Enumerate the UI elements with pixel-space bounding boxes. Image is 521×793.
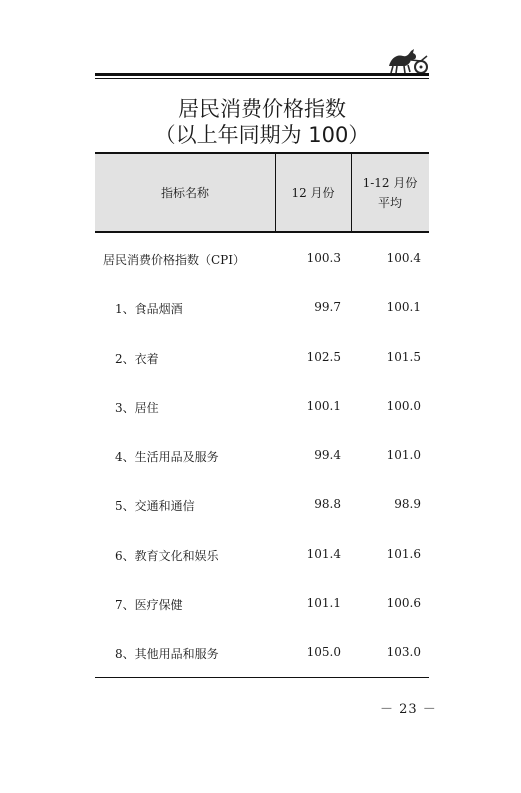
row-name: 3、居住 bbox=[115, 400, 159, 415]
row-average-value: 103.0 bbox=[386, 645, 421, 660]
row-name: 2、衣着 bbox=[115, 351, 159, 366]
row-december-value: 99.4 bbox=[314, 448, 341, 463]
header-rule bbox=[95, 73, 429, 76]
row-december-value: 102.5 bbox=[306, 349, 341, 364]
page-subtitle: （以上年同期为 100） bbox=[154, 123, 370, 147]
page-title: 居民消费价格指数 bbox=[178, 97, 346, 121]
header-december-label: 12 月份 bbox=[291, 185, 335, 200]
row-name: 5、交通和通信 bbox=[115, 499, 195, 514]
row-december-value: 101.1 bbox=[306, 596, 341, 611]
table-row bbox=[95, 233, 429, 282]
row-average-value: 100.6 bbox=[386, 596, 421, 611]
row-name: 4、生活用品及服务 bbox=[115, 450, 219, 465]
table-row bbox=[95, 381, 429, 430]
row-average-value: 98.9 bbox=[394, 497, 421, 512]
header-annual-average-line1: 1-12 月份 bbox=[362, 175, 418, 190]
table-row bbox=[95, 430, 429, 479]
table-bottom-rule bbox=[95, 677, 429, 678]
header-annual-average-line2: 平均 bbox=[377, 195, 402, 210]
row-average-value: 100.4 bbox=[386, 251, 421, 265]
page-number: － 23 － bbox=[380, 702, 437, 717]
row-average-value: 101.6 bbox=[386, 546, 421, 561]
header-indicator-name bbox=[95, 154, 276, 231]
row-december-value: 98.8 bbox=[314, 497, 341, 512]
header-rule-thin bbox=[95, 78, 429, 79]
header-indicator-name-label: 指标名称 bbox=[160, 185, 209, 200]
table-body bbox=[95, 233, 429, 677]
row-average-value: 101.5 bbox=[386, 349, 421, 364]
horse-chariot-emblem-icon bbox=[383, 44, 429, 74]
row-name: 1、食品烟酒 bbox=[115, 302, 183, 317]
row-december-value: 100.1 bbox=[306, 398, 341, 413]
table-row bbox=[95, 332, 429, 381]
header-annual-average bbox=[351, 154, 429, 231]
table-row bbox=[95, 479, 429, 528]
row-december-value: 99.7 bbox=[314, 300, 341, 315]
row-name: 8、其他用品和服务 bbox=[115, 647, 219, 662]
table-row bbox=[95, 627, 429, 676]
table-header bbox=[95, 152, 429, 233]
row-december-value: 105.0 bbox=[306, 645, 341, 660]
row-average-value: 100.1 bbox=[386, 300, 421, 315]
table-row bbox=[95, 578, 429, 627]
row-average-value: 101.0 bbox=[386, 448, 421, 463]
row-december-value: 100.3 bbox=[306, 251, 341, 265]
cpi-table bbox=[95, 152, 429, 678]
table-row bbox=[95, 282, 429, 331]
header-december bbox=[275, 154, 352, 231]
row-name: 6、教育文化和娱乐 bbox=[115, 548, 219, 563]
row-name: 居民消费价格指数（CPI） bbox=[103, 253, 245, 267]
table-row bbox=[95, 529, 429, 578]
row-december-value: 101.4 bbox=[306, 546, 341, 561]
row-average-value: 100.0 bbox=[386, 398, 421, 413]
row-name: 7、医疗保健 bbox=[115, 598, 183, 613]
